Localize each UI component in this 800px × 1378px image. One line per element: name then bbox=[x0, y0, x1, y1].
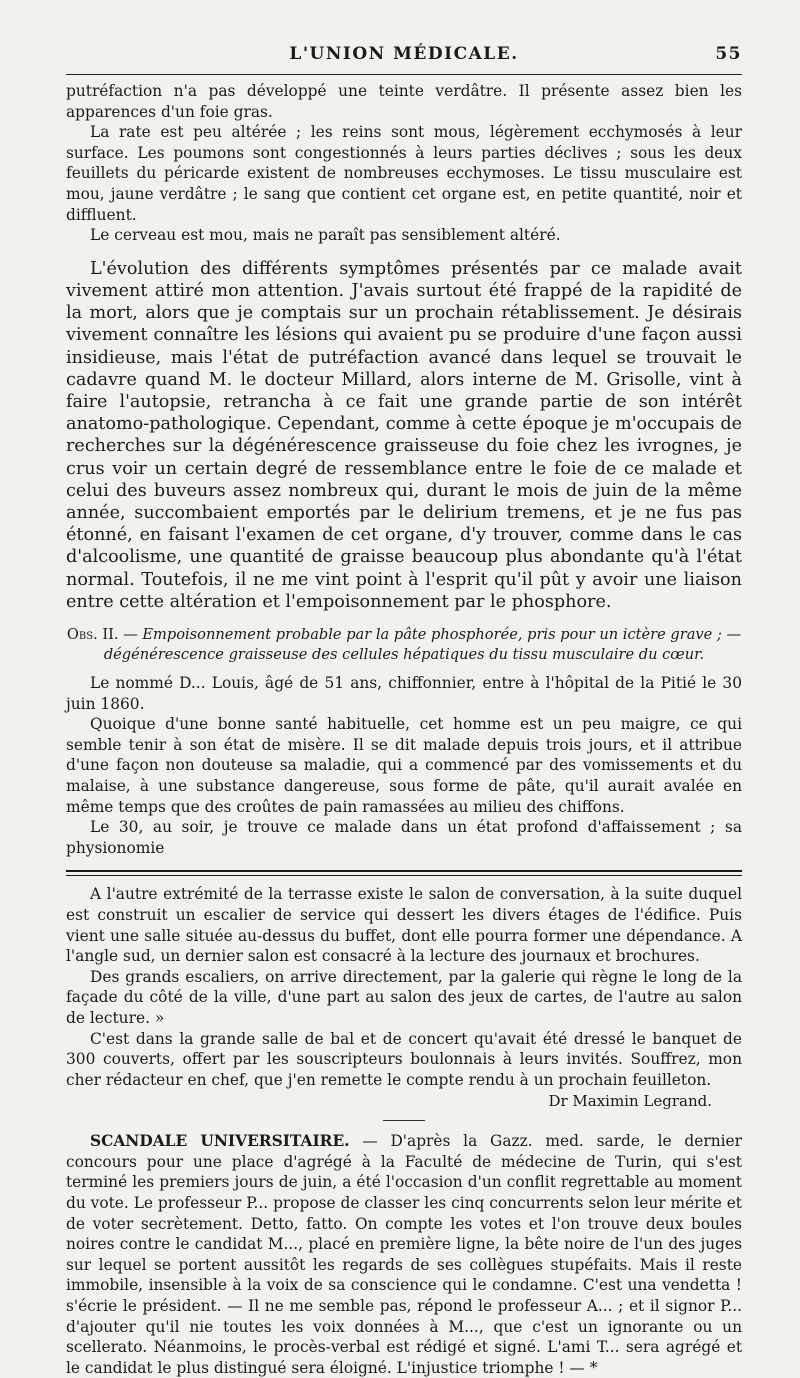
journal-title: L'UNION MÉDICALE. bbox=[289, 44, 519, 64]
body-paragraph: Le cerveau est mou, mais ne paraît pas sensiblement altéré. bbox=[90, 226, 561, 245]
scandale-text: — D'après la Gazz. med. sarde, le dernier concours pour une place d'agrégé à la Faculté de médecine de Turin, qui s'est terminé les premiers jours de juin, a été l'occasion d'un conflit regrettable au moment du vote. Le professeur P... propose de classer les cinq concurrents selon leur mérite et de voter secrètement. Detto, fatto. On compte les votes et l'on trouve deux boules noires contre le candidat M..., placé en première ligne, la bête noire de l'un des juges sur lequel se portent aussitôt les regards de ses collègues stupéfaits. Mais il reste immobile, insensible à la voix de sa conscience qui le condamne. C'est una vendetta ! s'écrie le président. — Il ne me semble pas, répond le professeur A... ; et il signor P... d'ajouter qu'il nie toutes les voix données à M..., que c'est un ignorante ou un scellerato. Néanmoins, le procès-verbal est rédigé et signé. L'ami T... sera agrégé et le candidat le plus distingué sera éloigné. L'injustice triomphe ! — * bbox=[66, 1132, 743, 1377]
body-paragraph-large: L'évolution des différents symptômes présentés par ce malade avait vivement attiré mon attention. J'avais surtout été frappé de la rapidité de la mort, alors que je comptais sur un prochain rétablissement. Je désirais vivement connaître les lésions qui avaient pu se produire d'une façon aussi insidieuse, mais l'état de putréfaction avancé dans lequel se trouvait le cadavre quand M. le docteur Millard, alors interne de M. Grisolle, vint à faire l'autopsie, retrancha à ce fait une grande partie de son intérêt anatomo-pathologique. Cependant, comme à cette époque je m'occupais de recherches sur la dégénérescence graisseuse du foie chez les ivrognes, je crus voir un certain degré de ressemblance entre le foie de ce malade et celui des buveurs assez nombreux qui, durant le mois de juin de la même année, succombaient emportés par le delirium tremens, et je ne fus pas étonné, en faisant l'examen de cet organe, d'y trouver, comme dans le cas d'alcoolisme, une quantité de graisse beaucoup plus abondante qu'à l'état normal. Toutefois, il ne me vint point à l'esprit qu'il pût y avoir une liaison entre cette altération et l'empoisonnement par le phosphore. bbox=[66, 258, 742, 612]
feuilleton-divider bbox=[66, 870, 742, 876]
feuilleton-paragraph: A l'autre extrémité de la terrasse existe le salon de conversation, à la suite duquel est construit un escalier de service qui dessert les divers étages de l'édifice. Puis vient une salle située au-dessus du buffet, dont elle pourra former une dépendance. A l'angle sud, un dernier salon est consacré à la lecture des journaux et brochures. bbox=[66, 885, 742, 966]
running-header bbox=[66, 44, 742, 74]
feuilleton-paragraph: Des grands escaliers, on arrive directement, par la galerie qui règne le long de la façade du côté de la ville, d'une part au salon des jeux de cartes, de l'autre au salon de lecture. » bbox=[66, 967, 742, 1027]
page-number: 55 bbox=[715, 44, 742, 64]
section-divider bbox=[383, 1120, 425, 1121]
observation-title-line1: Empoisonnement probable par la pâte phosphorée, pris pour un ictère grave ; — bbox=[142, 626, 742, 643]
feuilleton-paragraph: C'est dans la grande salle de bal et de concert qu'avait été dressé le banquet de 300 couverts, offert par les souscripteurs boulonnais à leurs invités. Souffrez, mon cher rédacteur en chef, que j'en remette le compte rendu à un prochain feuilleton. bbox=[66, 1029, 742, 1089]
header-rule bbox=[66, 74, 742, 75]
body-paragraph: Quoique d'une bonne santé habituelle, cet homme est un peu maigre, ce qui semble tenir à son état de misère. Il se dit malade depuis trois jours, et il attribue d'une façon non douteuse sa maladie, qui a commencé par des vomissements et du malaise, à une substance dangereuse, sous forme de pâte, qu'il aurait avalée en même temps que des croûtes de pain ramassées au milieu des chiffons. bbox=[66, 715, 742, 816]
observation-title-line2: dégénérescence graisseuse des cellules hépatiques du tissu musculaire du cœur. bbox=[103, 646, 705, 663]
body-paragraph: Le nommé D... Louis, âgé de 51 ans, chiffonnier, entre à l'hôpital de la Pitié le 30 juin 1860. bbox=[66, 674, 742, 713]
observation-prefix: Obs. II. — bbox=[66, 626, 143, 643]
scandale-paragraph bbox=[66, 1131, 742, 1378]
author-signature: Dr Maximin Legrand. bbox=[548, 1092, 712, 1111]
scandale-heading: SCANDALE UNIVERSITAIRE. bbox=[90, 1132, 350, 1151]
body-paragraph: Le 30, au soir, je trouve ce malade dans un état profond d'affaissement ; sa physionomie bbox=[66, 818, 742, 857]
body-paragraph: La rate est peu altérée ; les reins sont mous, légèrement ecchymosés à leur surface. Les poumons sont congestionnés à leurs parties déclives ; sous les deux feuillets du péricarde existent de nombreuses ecchymoses. Le tissu musculaire est mou, jaune verdâtre ; le sang que contient cet organe est, en petite quantité, noir et diffluent. bbox=[66, 123, 742, 224]
observation-heading bbox=[66, 625, 742, 665]
body-paragraph: putréfaction n'a pas développé une teinte verdâtre. Il présente assez bien les apparences d'un foie gras. bbox=[66, 82, 742, 121]
